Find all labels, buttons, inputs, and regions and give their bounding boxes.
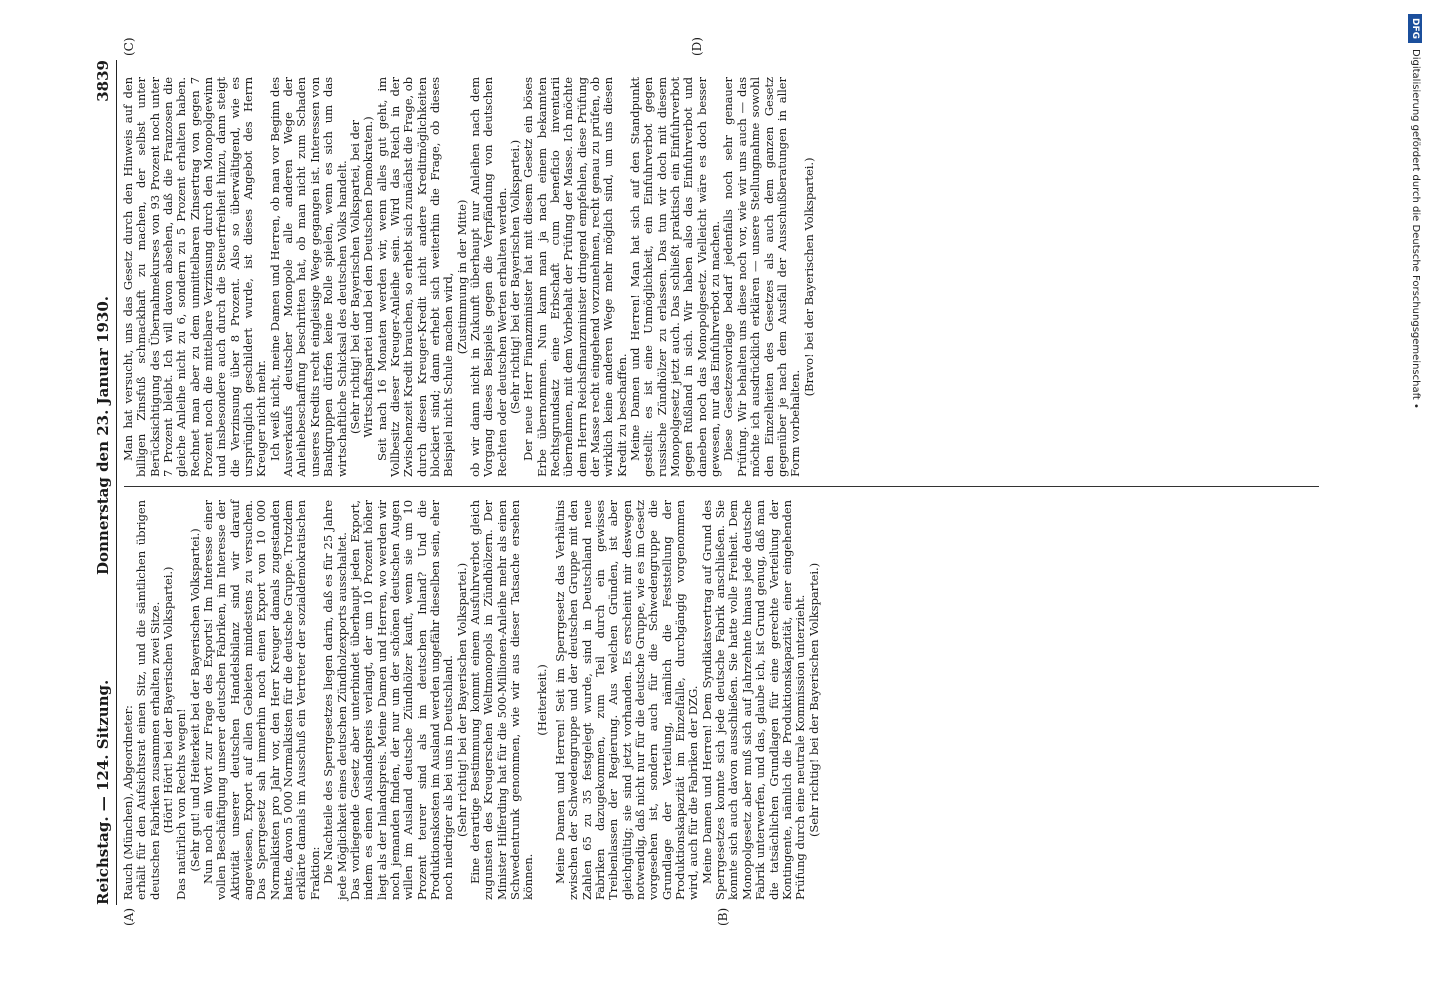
- paragraph: Meine Damen und Herren! Seit im Sperrgesetz das Verhältnis zwischen der Schwedengruppe und der deutschen Gruppe mit den Zahlen 65 zu 35 festgelegt wurde, sind in Deutschland neue Fabriken dazugekommen, zum Teil durch ein gewisses Treibenlassen der Regierung. Aus welchen Gründen, ist aber gleichgültig; sie sind jetzt vorhanden. Es erscheint mir deswegen notwendig, daß nicht nur für die deutsche Gruppe, wie es im Gesetz vorgesehen ist, sondern auch für die Schwedengruppe die Grundlage der Verteilung, nämlich die Feststellung der Produktionskapazität im Einzelfalle, durchgängig vorgenommen wird, auch für die Fabriken der DZG.: [553, 500, 701, 900]
- interjection: (Zustimmung in der Mitte): [454, 199, 469, 355]
- paragraph: Seit nach 16 Monaten werden wir, wenn alles gut geht, im Vollbesitz dieser Kreuger-Anleihe sein. Wird das Reich in der Zwischenzeit Kredit brauchen, so erhebt sich zunächst die Frage, ob durch diesen Kreuger-Kredit nicht andere Kreditmöglichkeiten blockiert sind; dann erhebt sich weiterhin die Frage, ob dieses Beispiel nicht Schule machen wird,: [374, 77, 456, 477]
- paragraph: Meine Damen und Herren! Man hat sich auf den Standpunkt gestellt: es ist eine Unmöglichkeit, ein Einfuhrverbot gegen russische Zündhölzer zu erlassen. Das tun wir doch mit diesem Monopolgesetz jetzt auch. Das schließt praktisch ein Einfuhrverbot gegen Rußland in sich. Wir haben also das Einfuhrverbot und daneben noch das Monopolgesetz. Vielleicht wäre es doch besser gewesen, nur das Einfuhrverbot zu machen.: [628, 77, 723, 477]
- interjection: (Sehr richtig! bei der Bayerischen Volkspartei.): [507, 139, 522, 415]
- paragraph: Meine Damen und Herren! Dem Syndikatsvertrag auf Grund des Sperrgesetzes konnte sich jede deutsche Fabrik anschließen. Sie konnte sich auch davon ausschließen. Sie hatte volle Freiheit. Dem Monopolgesetz aber muß sich auf Jahrzehnte hinaus jede deutsche Fabrik unterwerfen, und das, glaube ich, ist Grund genug, daß man die tatsächlichen Grundlagen für eine gerechte Verteilung der Kontingente, nämlich die Produktionskapazität, einer eingehenden Prüfung durch eine neutrale Kommission unterzieht.: [699, 500, 808, 900]
- interjection: (Heiterkeit.): [534, 664, 549, 736]
- interjection: (Bravo! bei der Bayerischen Volkspartei.): [801, 157, 816, 397]
- paragraph: erhält für den Aufsichtsrat einen Sitz, und die sämtlichen übrigen deutschen Fabriken zusammen erhalten zwei Sitze.: [134, 500, 162, 900]
- margin-marker-d: (D): [690, 37, 704, 56]
- interjection: (Hört! Hört! bei der Bayerischen Volkspartei.): [161, 566, 176, 834]
- interjection: (Sehr richtig! bei der Bayerischen Volkspartei.): [806, 562, 821, 838]
- interjection: (Sehr gut! und Heiterkeit bei der Bayerischen Volkspartei.): [187, 528, 202, 872]
- paragraph: Das vorliegende Gesetz aber unterbindet überhaupt jeden Export, indem es einen Auslandspreis verlangt, der um 10 Prozent höher liegt als der Inlandspreis. Meine Damen und Herren, wo werden wir noch jemanden finden, der nur um der schönen deutschen Augen willen im Ausland deutsche Zündhölzer kauft, wenn sie um 10 Prozent teurer sind als im deutschen Inland? Und die Produktionskosten im Ausland werden ungefähr dieselben sein, eher noch niedriger als bei uns in Deutschland.: [347, 500, 456, 900]
- paragraph: Das natürlich von Rechts wegen!: [174, 708, 189, 900]
- paragraph: Eine derartige Bestimmung kommt einem Ausfuhrverbot gleich zugunsten des Kreugerschen Weltmonopols in Zündhölzern. Der Minister Hilferding hat für die 500-Millionen-Anleihe mehr als einen Schwedentrunk genommen, wie wir aus dieser Tatsache ersehen können.: [467, 500, 536, 900]
- paragraph: ob wir dann nicht in Zukunft überhaupt nur Anleihen nach dem Vorgang dieses Beispiels gegen die Verpfändung von deutschen Rechten oder deutschen Werten erhalten werden.: [467, 77, 509, 477]
- header-title: Reichstag. — 124. Sitzung.: [94, 679, 112, 905]
- interjection: (Sehr richtig! bei der Bayerischen Volkspartei, bei der Wirtschaftspartei und bei den Deutschen Demokraten.): [347, 116, 376, 438]
- paragraph: Rauch (München), Abgeordneter:: [121, 705, 135, 900]
- paragraph: Diese Gesetzesvorlage bedarf jedenfalls noch sehr genauer Prüfung. Wir behalten uns diese noch vor, wie wir uns auch — das möchte ich ausdrücklich erklären — unsere Stellungnahme sowohl den Einzelheiten des Gesetzes als auch dem ganzen Gesetz gegenüber je nach dem Ausfall der Ausschußberatungen in aller Form vorbehalten.: [721, 77, 803, 477]
- paragraph: Nun noch ein Wort zur Frage des Exports! Im Interesse einer vollen Beschäftigung unserer deutschen Fabriken, im Interesse der Aktivität unserer deutschen Handelsbilanz sind wir darauf angewiesen, Export auf allen Gebieten mindestens zu versuchen. Das Sperrgesetz sah immerhin noch einen Export von 10 000 Normalkisten pro Jahr vor, den Herr Kreuger damals zugestanden hatte, davon 5 000 Normalkisten für die deutsche Gruppe. Trotzdem erklärte damals im Ausschuß ein Vertreter der sozialdemokratischen Fraktion:: [201, 500, 322, 900]
- right-column: [122, 77, 816, 477]
- margin-marker-b: (B): [716, 907, 730, 926]
- dfg-logo-icon: DFG: [1408, 14, 1422, 43]
- credit-text: Digitalisierung gefördert durch die Deutsche Forschungsgemeinschaft •: [1410, 49, 1421, 409]
- column-divider: [124, 486, 1319, 487]
- paragraph: Ich weiß nicht, meine Damen und Herren, ob man vor Beginn des Ausverkaufs deutscher Monopole alle anderen Wege der Anleihebeschaffung beschritten hat, ob man nicht zum Schaden unseres Kredits recht eingleisige Wege gegangen ist. Interessen von Bankgruppen dürfen keine Rolle spielen, wenn es sich um das wirtschaftliche Schicksal des deutschen Volks handelt.: [267, 77, 349, 477]
- paragraph: Man hat versucht, uns das Gesetz durch den Hinweis auf den billigen Zinsfuß schmackhaft zu machen, der selbst unter Berücksichtigung des Übernahmekurses von 93 Prozent noch unter 7 Prozent bleibt. Ich will davon absehen, daß die Franzosen die gleiche Anleihe nicht zu 6, sondern zu 5 Prozent erhalten haben. Rechnet man aber zu dem unmittelbaren Zinsertrag von gegen 7 Prozent noch die mittelbare Verzinsung durch den Monopolgewinn und insbesondere auch durch die Steuerfreiheit hinzu, dann steigt die Verzinsung über 8 Prozent. Also so überwältigend, wie es ursprünglich geschildert wurde, ist dieses Angebot des Herrn Kreuger nicht mehr.: [121, 77, 269, 477]
- page-header: [88, 60, 117, 905]
- interjection: (Sehr richtig! bei der Bayerischen Volkspartei.): [454, 562, 469, 838]
- digitization-credit: [1404, 14, 1426, 944]
- page-number: 3839: [94, 60, 112, 102]
- margin-marker-a: (A): [122, 907, 136, 926]
- paragraph: Der neue Herr Finanzminister hat mit diesem Gesetz ein böses Erbe übernommen. Nun kann man ja nach einem bekannten Rechtsgrundsatz eine Erbschaft cum beneficio inventarii übernehmen, mit dem Vorbehalt der Prüfung der Masse. Ich möchte dem Herrn Reichsfinanzminister dringend empfehlen, diese Prüfung der Masse recht eingehend vorzunehmen, recht genau zu prüfen, ob wirklich keine anderen Wege mehr möglich sind, um uns diesen Kredit zu beschaffen.: [521, 77, 629, 477]
- left-column: [122, 500, 821, 900]
- header-date: Donnerstag den 23. Januar 1930.: [94, 296, 112, 575]
- paragraph: Die Nachteile des Sperrgesetzes liegen darin, daß es für 25 Jahre jede Möglichkeit eines deutschen Zündholzexports ausschaltet.: [321, 500, 349, 900]
- margin-marker-c: (C): [122, 37, 136, 56]
